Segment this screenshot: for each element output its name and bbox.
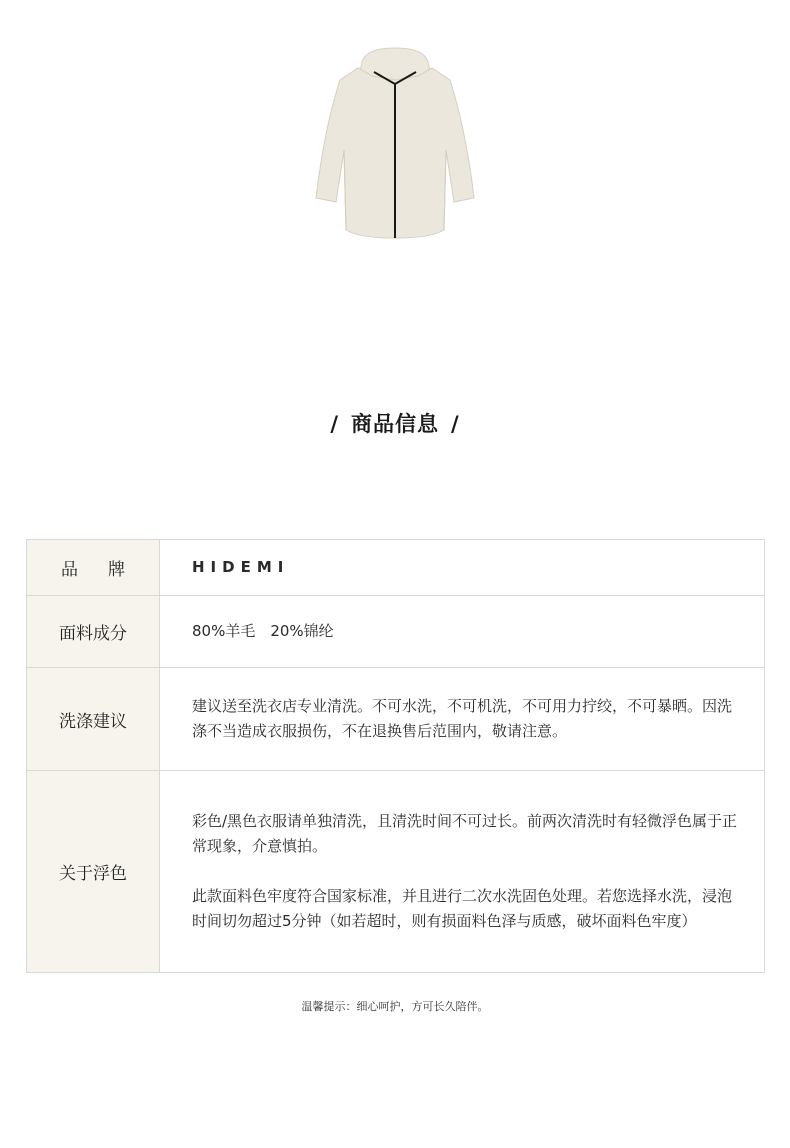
title-slash-right: / (451, 412, 460, 436)
fabric-value: 80%羊毛 20%锦纶 (160, 596, 765, 668)
row-label (27, 540, 160, 596)
washing-value: 建议送至洗衣店专业清洗。不可水洗，不可机洗，不可用力拧绞，不可暴晒。因洗涤不当造成衣服损伤，不在退换售后范围内，敬请注意。 (160, 668, 765, 771)
washing-label: 洗涤建议 (27, 668, 160, 771)
color-bleed-label: 关于浮色 (27, 771, 160, 973)
title-slash-left: / (330, 412, 339, 436)
color-bleed-paragraph-2: 此款面料色牢度符合国家标准，并且进行二次水洗固色处理。若您选择水洗，浸泡时间切勿超过5分钟（如若超时，则有损面料色泽与质感，破坏面料色牢度） (192, 887, 733, 930)
product-image (300, 40, 490, 250)
table-row-brand (27, 540, 765, 596)
footer-tip: 温馨提示：细心呵护，方可长久陪伴。 (301, 1000, 489, 1013)
color-bleed-value (160, 771, 765, 973)
brand-label: 品牌 (61, 560, 155, 580)
section-title-text: 商品信息 (351, 412, 439, 436)
table-row-fabric (27, 596, 765, 668)
table-row-color-bleed (27, 771, 765, 973)
fabric-label: 面料成分 (27, 596, 160, 668)
color-bleed-paragraph-1: 彩色/黑色衣服请单独清洗，且清洗时间不可过长。前两次清洗时有轻微浮色属于正常现象，介意慎拍。 (192, 812, 738, 855)
row-value (160, 540, 765, 596)
product-info-table (26, 539, 765, 973)
brand-value: HIDEMI (192, 558, 290, 576)
section-title (0, 408, 790, 438)
table-row-washing (27, 668, 765, 771)
